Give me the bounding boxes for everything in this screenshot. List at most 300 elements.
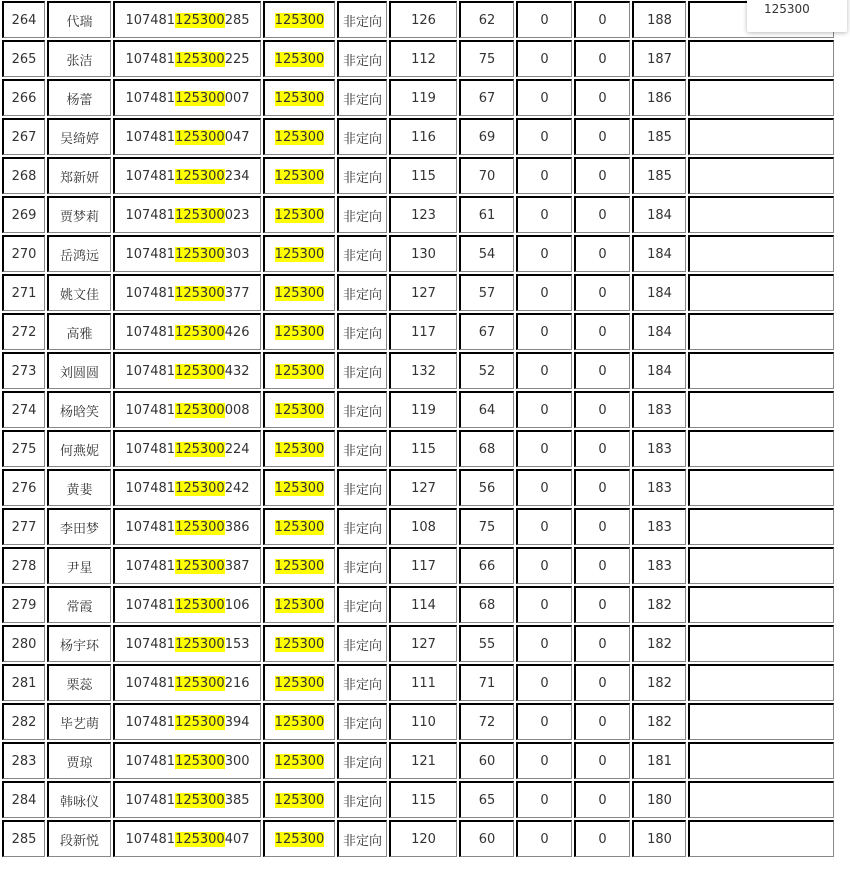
total-cell	[632, 820, 686, 857]
major-code-cell-text: 125300	[274, 168, 325, 184]
total-cell-text: 183	[647, 480, 672, 496]
type-cell-text: 非定向	[342, 443, 382, 459]
table-row	[2, 1, 834, 38]
table-row	[2, 430, 834, 467]
type-cell-text: 非定向	[342, 326, 382, 342]
name-cell	[47, 742, 111, 779]
total-cell	[632, 40, 686, 77]
total-cell	[632, 118, 686, 155]
major-code-cell	[263, 196, 335, 233]
score4-cell-text: 0	[598, 597, 607, 613]
rank-cell-text: 283	[11, 753, 37, 769]
score3-cell-text: 0	[540, 441, 549, 457]
major-code-cell-text: 125300	[274, 558, 325, 574]
exam-id-cell	[113, 235, 261, 272]
score1-cell-text: 112	[411, 51, 436, 67]
note-cell	[688, 820, 834, 857]
major-code-cell	[263, 235, 335, 272]
score2-cell	[459, 235, 514, 272]
total-cell	[632, 391, 686, 428]
type-cell	[337, 235, 387, 272]
major-code-cell	[263, 40, 335, 77]
score3-cell	[516, 1, 572, 38]
major-code-cell-text: 125300	[274, 129, 325, 145]
score2-cell-text: 72	[478, 714, 496, 730]
score1-cell	[389, 79, 457, 116]
type-cell	[337, 703, 387, 740]
score3-cell	[516, 703, 572, 740]
major-code-cell	[263, 79, 335, 116]
type-cell	[337, 469, 387, 506]
exam-id-suffix: 426	[224, 324, 250, 340]
major-code-cell	[263, 664, 335, 701]
score3-cell-text: 0	[540, 714, 549, 730]
exam-id-suffix: 224	[224, 441, 250, 457]
name-cell-text: 尹星	[66, 560, 93, 576]
type-cell	[337, 547, 387, 584]
rank-cell-text: 272	[11, 324, 37, 340]
score3-cell-text: 0	[540, 207, 549, 223]
exam-id-cell	[113, 781, 261, 818]
total-cell-text: 184	[647, 363, 672, 379]
type-cell-text: 非定向	[342, 170, 382, 186]
note-cell	[688, 313, 834, 350]
type-cell	[337, 820, 387, 857]
name-cell-text: 常霞	[66, 599, 93, 615]
score2-cell	[459, 820, 514, 857]
score3-cell	[516, 664, 572, 701]
total-cell	[632, 547, 686, 584]
exam-id-cell	[113, 742, 261, 779]
type-cell-text: 非定向	[342, 92, 382, 108]
score4-cell	[574, 625, 630, 662]
exam-id-highlight: 125300	[175, 129, 225, 145]
total-cell	[632, 664, 686, 701]
major-code-cell	[263, 118, 335, 155]
rank-cell	[2, 118, 45, 155]
total-cell	[632, 742, 686, 779]
note-cell	[688, 352, 834, 389]
score1-cell	[389, 352, 457, 389]
score4-cell-text: 0	[598, 285, 607, 301]
name-cell	[47, 313, 111, 350]
name-cell	[47, 547, 111, 584]
name-cell-text: 李田梦	[59, 521, 99, 537]
major-code-cell-text: 125300	[274, 831, 325, 847]
exam-id-cell	[113, 352, 261, 389]
score2-cell	[459, 118, 514, 155]
name-cell	[47, 586, 111, 623]
major-code-cell-text: 125300	[274, 597, 325, 613]
exam-id-highlight: 125300	[175, 519, 225, 535]
exam-id-highlight: 125300	[175, 12, 225, 28]
score4-cell	[574, 703, 630, 740]
score4-cell-text: 0	[598, 129, 607, 145]
major-code-cell-text: 125300	[274, 12, 325, 28]
score1-cell-text: 115	[411, 168, 436, 184]
type-cell	[337, 586, 387, 623]
rank-cell	[2, 742, 45, 779]
name-cell	[47, 508, 111, 545]
rank-cell-text: 271	[11, 285, 37, 301]
score3-cell-text: 0	[540, 402, 549, 418]
table-row	[2, 508, 834, 545]
total-cell	[632, 313, 686, 350]
total-cell	[632, 352, 686, 389]
exam-id-prefix: 107481	[125, 51, 176, 67]
table-row	[2, 781, 834, 818]
major-code-cell	[263, 274, 335, 311]
score3-cell	[516, 781, 572, 818]
score2-cell	[459, 157, 514, 194]
score4-cell-text: 0	[598, 753, 607, 769]
exam-id-cell	[113, 391, 261, 428]
score3-cell	[516, 40, 572, 77]
exam-id-highlight: 125300	[175, 675, 225, 691]
total-cell-text: 185	[647, 168, 672, 184]
type-cell-text: 非定向	[342, 677, 382, 693]
note-cell	[688, 391, 834, 428]
score1-cell	[389, 781, 457, 818]
score4-cell	[574, 781, 630, 818]
exam-id-prefix: 107481	[125, 246, 176, 262]
exam-id-suffix: 303	[224, 246, 250, 262]
score3-cell	[516, 391, 572, 428]
rank-cell	[2, 664, 45, 701]
major-code-cell	[263, 781, 335, 818]
major-code-cell	[263, 469, 335, 506]
name-cell	[47, 79, 111, 116]
rank-cell-text: 278	[11, 558, 37, 574]
exam-id-prefix: 107481	[125, 441, 176, 457]
rank-cell-text: 264	[11, 12, 37, 28]
exam-id-prefix: 107481	[125, 363, 176, 379]
find-term-text: 125300	[764, 2, 810, 16]
type-cell-text: 非定向	[342, 599, 382, 615]
exam-id-cell	[113, 547, 261, 584]
total-cell	[632, 274, 686, 311]
score4-cell-text: 0	[598, 480, 607, 496]
score2-cell	[459, 352, 514, 389]
rank-cell	[2, 469, 45, 506]
exam-id-cell	[113, 508, 261, 545]
type-cell-text: 非定向	[342, 287, 382, 303]
score1-cell-text: 126	[411, 12, 436, 28]
score1-cell	[389, 157, 457, 194]
total-cell	[632, 469, 686, 506]
exam-id-prefix: 107481	[125, 480, 176, 496]
exam-id-cell	[113, 430, 261, 467]
score1-cell-text: 114	[411, 597, 436, 613]
score1-cell	[389, 625, 457, 662]
total-cell-text: 182	[647, 597, 672, 613]
name-cell-text: 毕艺萌	[59, 716, 99, 732]
type-cell-text: 非定向	[342, 638, 382, 654]
name-cell	[47, 235, 111, 272]
score2-cell	[459, 40, 514, 77]
name-cell-text: 韩咏仪	[59, 794, 99, 810]
score2-cell-text: 65	[478, 792, 496, 808]
score3-cell-text: 0	[540, 831, 549, 847]
type-cell	[337, 664, 387, 701]
table-row	[2, 313, 834, 350]
exam-id-suffix: 106	[224, 597, 250, 613]
total-cell	[632, 157, 686, 194]
score4-cell	[574, 313, 630, 350]
score2-cell	[459, 625, 514, 662]
find-in-page-popup[interactable]	[747, 0, 847, 32]
score4-cell	[574, 391, 630, 428]
exam-id-prefix: 107481	[125, 285, 176, 301]
score2-cell	[459, 664, 514, 701]
note-cell	[688, 469, 834, 506]
table-row	[2, 196, 834, 233]
score1-cell	[389, 547, 457, 584]
total-cell-text: 186	[647, 90, 672, 106]
score2-cell	[459, 79, 514, 116]
score3-cell-text: 0	[540, 168, 549, 184]
type-cell	[337, 391, 387, 428]
name-cell-text: 何燕妮	[59, 443, 99, 459]
exam-id-highlight: 125300	[175, 285, 225, 301]
exam-id-cell	[113, 586, 261, 623]
type-cell	[337, 313, 387, 350]
score2-cell-text: 64	[478, 402, 496, 418]
exam-id-suffix: 432	[224, 363, 250, 379]
score4-cell	[574, 196, 630, 233]
type-cell-text: 非定向	[342, 716, 382, 732]
type-cell	[337, 79, 387, 116]
exam-id-prefix: 107481	[125, 12, 176, 28]
type-cell-text: 非定向	[342, 794, 382, 810]
score3-cell-text: 0	[540, 636, 549, 652]
score3-cell-text: 0	[540, 90, 549, 106]
rank-cell-text: 285	[11, 831, 37, 847]
total-cell-text: 183	[647, 558, 672, 574]
total-cell	[632, 196, 686, 233]
total-cell	[632, 625, 686, 662]
total-cell	[632, 235, 686, 272]
score3-cell	[516, 586, 572, 623]
exam-id-cell	[113, 703, 261, 740]
exam-id-highlight: 125300	[175, 363, 225, 379]
type-cell-text: 非定向	[342, 248, 382, 264]
score2-cell-text: 71	[478, 675, 496, 691]
rank-cell-text: 274	[11, 402, 37, 418]
rank-cell-text: 266	[11, 90, 37, 106]
score4-cell	[574, 118, 630, 155]
note-cell	[688, 781, 834, 818]
score1-cell	[389, 40, 457, 77]
score3-cell	[516, 196, 572, 233]
exam-id-highlight: 125300	[175, 402, 225, 418]
major-code-cell-text: 125300	[274, 636, 325, 652]
exam-id-suffix: 285	[224, 12, 250, 28]
note-cell	[688, 274, 834, 311]
score4-cell	[574, 547, 630, 584]
note-cell	[688, 118, 834, 155]
score1-cell-text: 123	[411, 207, 436, 223]
score1-cell-text: 119	[411, 90, 436, 106]
table-row	[2, 235, 834, 272]
exam-id-suffix: 153	[224, 636, 250, 652]
major-code-cell-text: 125300	[274, 519, 325, 535]
exam-id-suffix: 047	[224, 129, 250, 145]
score1-cell	[389, 508, 457, 545]
rank-cell-text: 273	[11, 363, 37, 379]
score4-cell-text: 0	[598, 675, 607, 691]
score2-cell	[459, 430, 514, 467]
exam-id-prefix: 107481	[125, 597, 176, 613]
major-code-cell	[263, 157, 335, 194]
exam-id-highlight: 125300	[175, 636, 225, 652]
total-cell-text: 182	[647, 714, 672, 730]
total-cell	[632, 703, 686, 740]
score4-cell-text: 0	[598, 441, 607, 457]
name-cell-text: 岳鸿远	[59, 248, 99, 264]
total-cell-text: 183	[647, 402, 672, 418]
rank-cell	[2, 352, 45, 389]
rank-cell	[2, 157, 45, 194]
note-cell	[688, 508, 834, 545]
major-code-cell	[263, 547, 335, 584]
name-cell	[47, 157, 111, 194]
score1-cell-text: 127	[411, 285, 436, 301]
score2-cell	[459, 781, 514, 818]
exam-id-cell	[113, 625, 261, 662]
rank-cell	[2, 196, 45, 233]
score4-cell	[574, 157, 630, 194]
score1-cell-text: 115	[411, 792, 436, 808]
total-cell-text: 181	[647, 753, 672, 769]
exam-id-prefix: 107481	[125, 675, 176, 691]
exam-id-prefix: 107481	[125, 90, 176, 106]
exam-id-suffix: 234	[224, 168, 250, 184]
score2-cell-text: 69	[478, 129, 496, 145]
name-cell-text: 姚文佳	[59, 287, 99, 303]
exam-id-suffix: 407	[224, 831, 250, 847]
score2-cell-text: 57	[478, 285, 496, 301]
table-row	[2, 586, 834, 623]
name-cell-text: 张洁	[66, 53, 93, 69]
score2-cell-text: 67	[478, 324, 496, 340]
note-cell	[688, 547, 834, 584]
table-row	[2, 40, 834, 77]
score3-cell-text: 0	[540, 12, 549, 28]
type-cell	[337, 625, 387, 662]
table-row	[2, 664, 834, 701]
score3-cell	[516, 625, 572, 662]
name-cell-text: 代瑞	[66, 14, 93, 30]
score2-cell	[459, 547, 514, 584]
exam-id-cell	[113, 157, 261, 194]
note-cell	[688, 79, 834, 116]
table-body	[2, 1, 834, 857]
exam-id-highlight: 125300	[175, 558, 225, 574]
exam-id-highlight: 125300	[175, 207, 225, 223]
score1-cell-text: 115	[411, 441, 436, 457]
rank-cell-text: 277	[11, 519, 37, 535]
score4-cell-text: 0	[598, 246, 607, 262]
rank-cell	[2, 508, 45, 545]
score1-cell	[389, 586, 457, 623]
major-code-cell	[263, 820, 335, 857]
score1-cell-text: 132	[411, 363, 436, 379]
rank-cell-text: 281	[11, 675, 37, 691]
exam-id-cell	[113, 40, 261, 77]
name-cell	[47, 1, 111, 38]
type-cell	[337, 781, 387, 818]
score1-cell	[389, 820, 457, 857]
score4-cell	[574, 1, 630, 38]
score4-cell-text: 0	[598, 12, 607, 28]
table-row	[2, 352, 834, 389]
total-cell-text: 185	[647, 129, 672, 145]
score4-cell	[574, 664, 630, 701]
name-cell-text: 郑新妍	[59, 170, 99, 186]
exam-id-highlight: 125300	[175, 51, 225, 67]
name-cell	[47, 274, 111, 311]
score3-cell	[516, 157, 572, 194]
score2-cell-text: 68	[478, 597, 496, 613]
score3-cell	[516, 235, 572, 272]
rank-cell	[2, 820, 45, 857]
rank-cell-text: 269	[11, 207, 37, 223]
score2-cell-text: 62	[478, 12, 496, 28]
score3-cell	[516, 469, 572, 506]
table-row	[2, 547, 834, 584]
major-code-cell-text: 125300	[274, 402, 325, 418]
rank-cell-text: 284	[11, 792, 37, 808]
exam-id-prefix: 107481	[125, 168, 176, 184]
major-code-cell-text: 125300	[274, 480, 325, 496]
score4-cell-text: 0	[598, 51, 607, 67]
major-code-cell	[263, 625, 335, 662]
score3-cell	[516, 547, 572, 584]
rank-cell	[2, 586, 45, 623]
exam-id-prefix: 107481	[125, 129, 176, 145]
score2-cell	[459, 508, 514, 545]
major-code-cell	[263, 586, 335, 623]
major-code-cell	[263, 352, 335, 389]
rank-cell-text: 276	[11, 480, 37, 496]
type-cell	[337, 508, 387, 545]
total-cell-text: 183	[647, 519, 672, 535]
score2-cell-text: 60	[478, 831, 496, 847]
score2-cell	[459, 703, 514, 740]
score1-cell	[389, 235, 457, 272]
score4-cell	[574, 430, 630, 467]
rank-cell	[2, 703, 45, 740]
score3-cell-text: 0	[540, 597, 549, 613]
name-cell-text: 贾梦莉	[59, 209, 99, 225]
exam-id-prefix: 107481	[125, 792, 176, 808]
score2-cell	[459, 313, 514, 350]
exam-id-prefix: 107481	[125, 324, 176, 340]
major-code-cell	[263, 313, 335, 350]
name-cell-text: 吴绮婷	[59, 131, 99, 147]
score1-cell	[389, 742, 457, 779]
score4-cell	[574, 469, 630, 506]
exam-id-highlight: 125300	[175, 792, 225, 808]
score1-cell	[389, 1, 457, 38]
major-code-cell	[263, 703, 335, 740]
score2-cell	[459, 274, 514, 311]
rank-cell-text: 267	[11, 129, 37, 145]
type-cell	[337, 430, 387, 467]
name-cell	[47, 703, 111, 740]
rank-cell	[2, 1, 45, 38]
